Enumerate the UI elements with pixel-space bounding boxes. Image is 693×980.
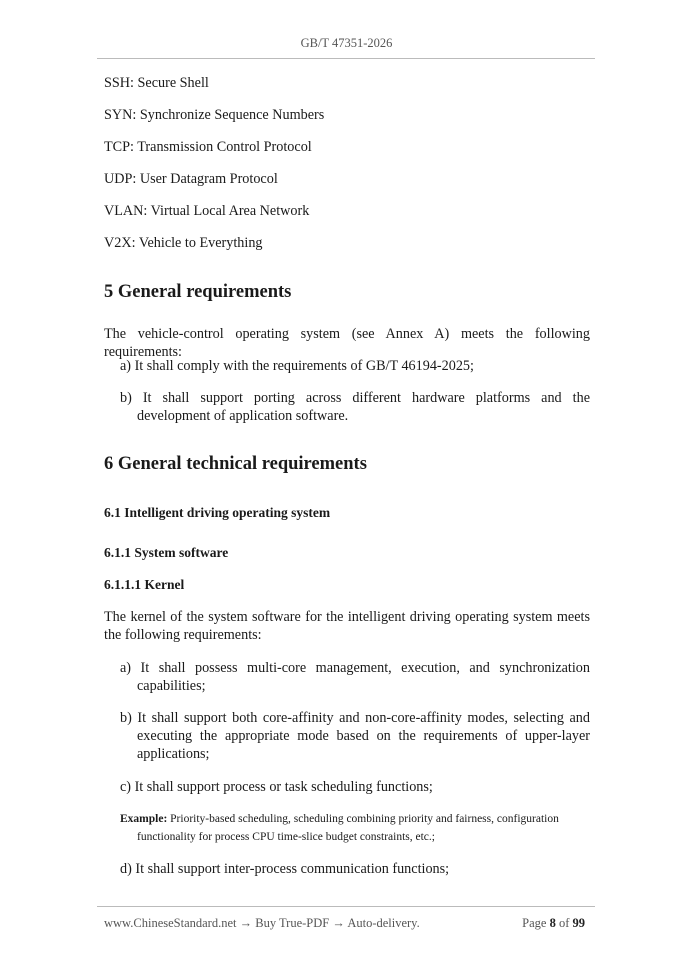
footer-buy-text: Buy True-PDF: [255, 916, 330, 930]
abbr-tcp: TCP: Transmission Control Protocol: [104, 139, 312, 155]
abbr-ssh: SSH: Secure Shell: [104, 75, 209, 91]
section-5-item-b: b) It shall support porting across different hardware platforms and the development of application software.: [120, 390, 590, 424]
total-pages: 99: [572, 916, 585, 930]
running-header: GB/T 47351-2026: [300, 36, 393, 50]
kernel-intro: The kernel of the system software for the intelligent driving operating system meets the following requirements:: [104, 609, 590, 643]
footer-delivery-text: Auto-delivery.: [347, 916, 420, 930]
abbr-vlan: VLAN: Virtual Local Area Network: [104, 203, 310, 219]
abbr-syn: SYN: Synchronize Sequence Numbers: [104, 107, 325, 123]
of-word: of: [558, 916, 570, 930]
example-label: Example:: [120, 813, 168, 825]
kernel-example: [120, 810, 590, 846]
kernel-item-b: b) It shall support both core-affinity and non-core-affinity modes, selecting and executing the appropriate mode based on the requirements of upper-layer applications;: [120, 710, 590, 762]
footer-arrow-1: →: [239, 916, 253, 930]
footer-promo: [104, 916, 420, 931]
section-5-item-a: a) It shall comply with the requirements of GB/T 46194-2025;: [120, 358, 474, 374]
abbr-udp: UDP: User Datagram Protocol: [104, 171, 278, 187]
section-5-heading: 5 General requirements: [104, 282, 292, 302]
footer-divider: [97, 906, 595, 907]
kernel-item-c: c) It shall support process or task scheduling functions;: [120, 779, 433, 795]
footer-arrow-2: →: [332, 916, 345, 930]
kernel-item-a: a) It shall possess multi-core management, execution, and synchronization capabilities;: [120, 660, 590, 694]
current-page: 8: [549, 916, 556, 930]
footer-site-link[interactable]: www.ChineseStandard.net: [104, 916, 237, 930]
section-5-intro: The vehicle-control operating system (see Annex A) meets the following requirements:: [104, 326, 590, 360]
kernel-item-d: d) It shall support inter-process communication functions;: [120, 861, 450, 877]
abbr-v2x: V2X: Vehicle to Everything: [104, 235, 263, 251]
section-6-heading: 6 General technical requirements: [104, 454, 367, 474]
section-6-1-1-heading: 6.1.1 System software: [104, 545, 229, 560]
section-6-1-1-1-heading: 6.1.1.1 Kernel: [104, 577, 185, 592]
section-6-1-heading: 6.1 Intelligent driving operating system: [104, 505, 331, 520]
page-word: Page: [522, 916, 547, 930]
example-text: Priority-based scheduling, scheduling combining priority and fairness, configuration functionality for process CPU time-slice budget constraints, etc.;: [137, 813, 559, 843]
header-divider: [97, 58, 595, 59]
page-number: [522, 916, 585, 931]
